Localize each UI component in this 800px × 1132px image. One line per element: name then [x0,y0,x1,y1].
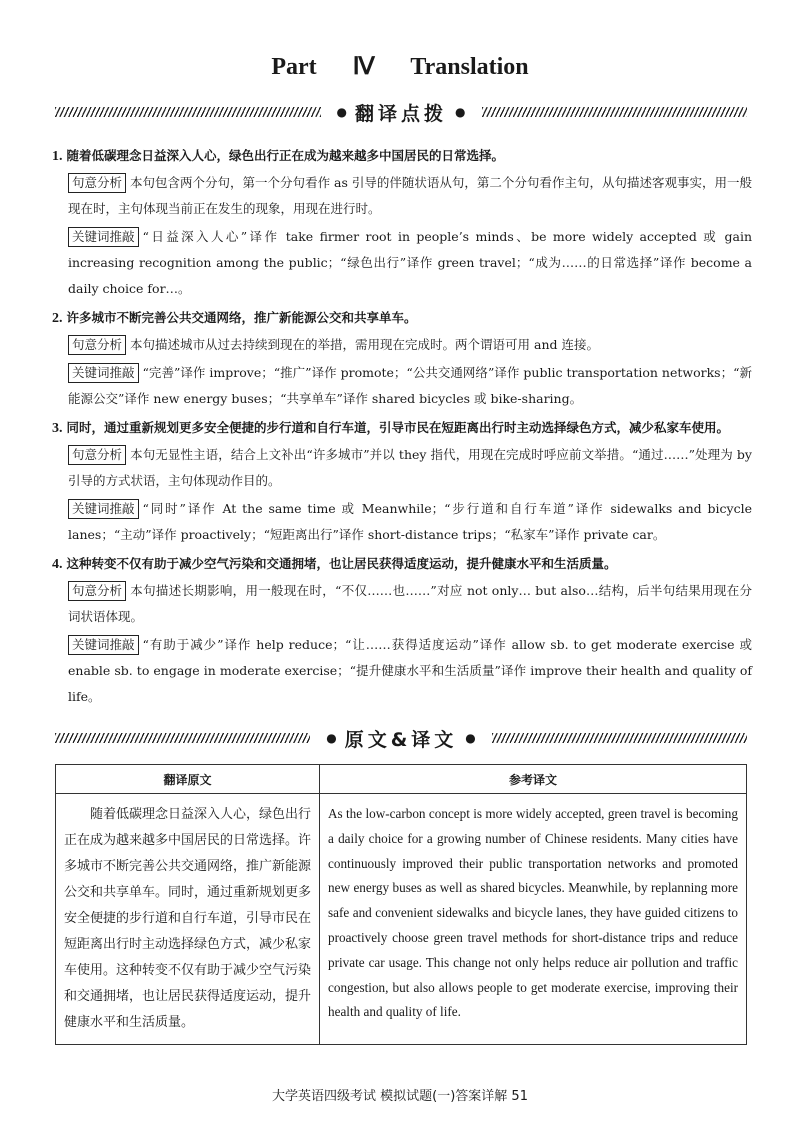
tip-item [52,144,752,302]
keywords-label: 关键词推敲 [68,363,139,383]
tip-item [52,416,752,548]
translation-tips [52,140,752,710]
keywords-paragraph: 关键词推敲 “完善”译作 improve；“推广”译作 promote；“公共交通网络”译作 public transportation networks；“新能源公交”译作 new energy buses；“共享单车”译作 shared bicycles 或 bike-sharing。 [68,365,752,406]
item-question: 4. 这种转变不仅有助于减少空气污染和交通拥堵，也让居民获得适度运动，提升健康水平和生活质量。 [52,556,617,572]
keywords-label: 关键词推敲 [68,635,139,655]
hatch-left [55,733,310,743]
analysis-label: 句意分析 [68,581,126,601]
tip-item [52,552,752,710]
bullet-dot-icon: ● [326,731,337,745]
bullet-dot-icon: ● [465,731,476,745]
keywords-paragraph: 关键词推敲 “有助于减少”译作 help reduce；“让……获得适度运动”译作 allow sb. to get moderate exercise 或 enable sb. to engage in moderate exercise；“提升健康水平和生活质量”译作 improve their health and quality of life。 [68,637,752,704]
hatch-left [55,107,321,117]
keywords-paragraph: 关键词推敲 “同时”译作 At the same time 或 Meanwhile；“步行道和自行车道”译作 sidewalks and bicycle lanes；“主动”译作 proactively；“短距离出行”译作 short-distance trips；“私家车”译作 private car。 [68,501,752,542]
section-header-tips [55,96,747,128]
bullet-dot-icon: ● [336,105,347,119]
analysis-paragraph: 句意分析 本句描述长期影响，用一般现在时，“不仅……也……”对应 not only… but also…结构，后半句结果用现在分词状语体现。 [68,583,752,624]
section-title: 翻译点拨 [355,102,448,125]
item-question: 3. 同时，通过重新规划更多安全便捷的步行道和自行车道，引导市民在短距离出行时主动选择绿色方式，减少私家车使用。 [52,420,730,436]
source-text-cell: 随着低碳理念日益深入人心，绿色出行正在成为越来越多中国居民的日常选择。许多城市不断完善公共交通网络，推广新能源公交和共享单车。同时，通过重新规划更多安全便捷的步行道和自行车道，引导市民在短距离出行时主动选择绿色方式，减少私家车使用。这种转变不仅有助于减少空气污染和交通拥堵，也让居民获得适度运动，提升健康水平和生活质量。 [56,794,320,1045]
bullet-dot-icon: ● [455,105,466,119]
analysis-paragraph: 句意分析 本句无显性主语，结合上文补出“许多城市”并以 they 指代，用现在完成时呼应前文举措。“通过……”处理为 by 引导的方式状语，主句体现动作目的。 [68,447,752,488]
analysis-label: 句意分析 [68,445,126,465]
keywords-label: 关键词推敲 [68,227,139,247]
analysis-paragraph: 句意分析 本句包含两个分句，第一个分句看作 as 引导的伴随状语从句，第二个分句看作主句，从句描述客观事实，用一般现在时，主句体现当前正在发生的现象，用现在进行时。 [68,175,752,216]
analysis-label: 句意分析 [68,335,126,355]
hatch-right [492,733,747,743]
keywords-paragraph: 关键词推敲 “日益深入人心”译作 take firmer root in people’s minds、be more widely accepted 或 gain increasing recognition among the public；“绿色出行”译作 green travel；“成为……的日常选择”译作 become a daily choice for…。 [68,229,752,296]
translation-table [55,764,747,1045]
page-title: Part Ⅳ Translation [271,54,529,80]
hatch-right [482,107,748,117]
tip-item [52,306,752,412]
header-source: 翻译原文 [56,765,320,794]
analysis-paragraph: 句意分析 本句描述城市从过去持续到现在的举措，需用现在完成时。两个谓语可用 and 连接。 [68,332,752,358]
section-header-original [55,722,747,754]
reference-text-cell: As the low-carbon concept is more widely accepted, green travel is becoming a daily choice for a growing number of Chinese residents. Many cities have continuously improved their public transportation networks and promoted new energy buses as well as shared bicycles. Meanwhile, by replanning more safe and convenient sidewalks and bicycle lanes, they have guided citizens to proactively choose green travel methods for short-distance trips and reduce private car usage. This change not only helps reduce air pollution and traffic congestion, but also allows people to get moderate exercise, improving their health and quality of life. [320,794,747,1045]
page-footer: 大学英语四级考试 模拟试题(一)答案详解 51 [272,1089,528,1104]
section-title: 原文&译文 [344,728,458,751]
header-reference: 参考译文 [320,765,747,794]
analysis-label: 句意分析 [68,173,126,193]
keywords-label: 关键词推敲 [68,499,139,519]
item-question: 1. 随着低碳理念日益深入人心，绿色出行正在成为越来越多中国居民的日常选择。 [52,148,505,164]
item-question: 2. 许多城市不断完善公共交通网络，推广新能源公交和共享单车。 [52,310,417,326]
